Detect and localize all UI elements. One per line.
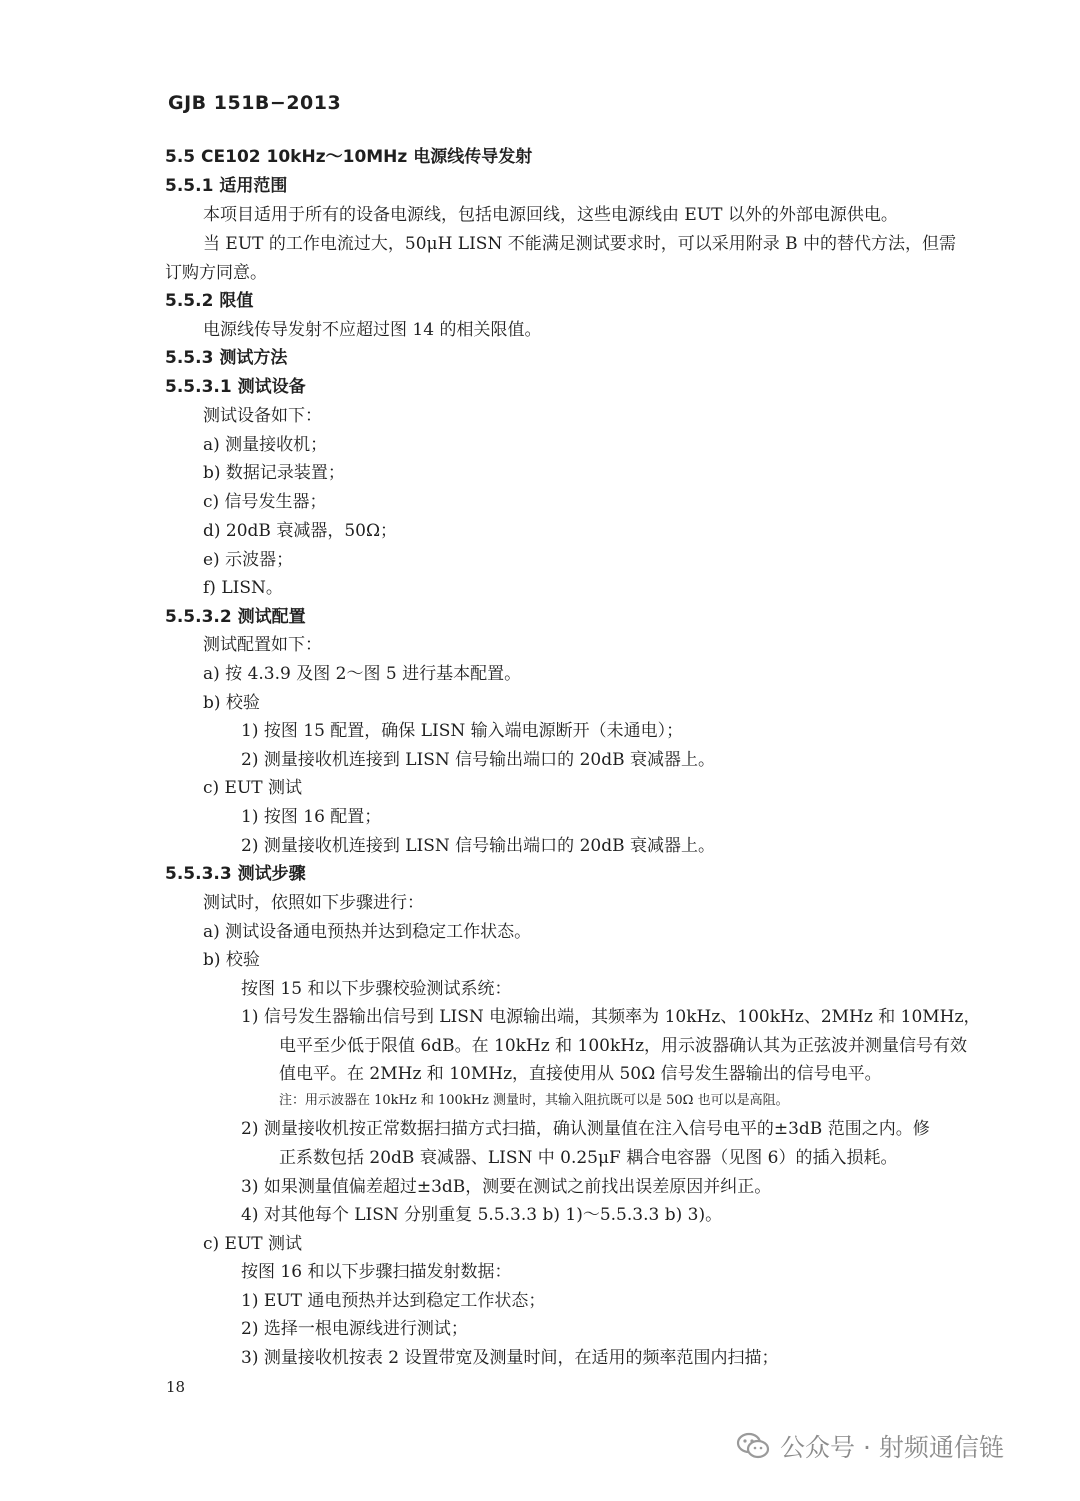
- section-heading: 5.5.3.1 测试设备: [165, 377, 306, 397]
- section-heading: 5.5.3.2 测试配置: [165, 607, 306, 627]
- page-number: 18: [166, 1378, 186, 1396]
- text-line: 2) 测量接收机连接到 LISN 信号输出端口的 20dB 衰减器上。: [241, 836, 715, 856]
- text-line: 4) 对其他每个 LISN 分别重复 5.5.3.3 b) 1)～5.5.3.3 b) 3)。: [241, 1205, 723, 1225]
- document-header: GJB 151B−2013: [168, 92, 342, 114]
- text-line: 2) 测量接收机按正常数据扫描方式扫描，确认测量值在注入信号电平的±3dB 范围之内。修: [241, 1119, 930, 1139]
- text-line: b) 校验: [203, 693, 260, 713]
- text-line: 电平至少低于限值 6dB。在 10kHz 和 100kHz，用示波器确认其为正弦波并测量信号有效: [279, 1036, 968, 1056]
- wechat-icon: [736, 1431, 770, 1461]
- text-line: 2) 测量接收机连接到 LISN 信号输出端口的 20dB 衰减器上。: [241, 750, 715, 770]
- text-line: 本项目适用于所有的设备电源线，包括电源回线，这些电源线由 EUT 以外的外部电源供电。: [203, 205, 898, 225]
- text-line: a) 测试设备通电预热并达到稳定工作状态。: [203, 922, 532, 942]
- text-line: c) EUT 测试: [203, 778, 303, 798]
- section-heading: 5.5.2 限值: [165, 291, 254, 311]
- text-line: 值电平。在 2MHz 和 10MHz，直接使用从 50Ω 信号发生器输出的信号电平。: [279, 1064, 882, 1084]
- text-line: b) 校验: [203, 950, 260, 970]
- section-heading: 5.5.3.3 测试步骤: [165, 864, 306, 884]
- text-line: c) 信号发生器；: [203, 492, 327, 512]
- note-line: 注：用示波器在 10kHz 和 100kHz 测量时，其输入阻抗既可以是 50Ω 也可以是高阻。: [279, 1093, 789, 1108]
- text-line: 1) 按图 15 配置，确保 LISN 输入端电源断开（未通电）；: [241, 721, 684, 741]
- watermark-text: 公众号 · 射频通信链: [780, 1433, 1004, 1462]
- text-line: 当 EUT 的工作电流过大，50μH LISN 不能满足测试要求时，可以采用附录 B 中的替代方法，但需: [203, 234, 957, 254]
- text-line: 1) 按图 16 配置；: [241, 807, 382, 827]
- text-line: c) EUT 测试: [203, 1234, 303, 1254]
- text-line: 测试配置如下：: [203, 635, 322, 655]
- text-line: 电源线传导发射不应超过图 14 的相关限值。: [203, 320, 542, 340]
- text-line: 正系数包括 20dB 衰减器、LISN 中 0.25μF 耦合电容器（见图 6）的插入损耗。: [279, 1148, 898, 1168]
- text-line: a) 测量接收机；: [203, 435, 328, 455]
- section-heading: 5.5.3 测试方法: [165, 348, 288, 368]
- text-line: 测试设备如下：: [203, 406, 322, 426]
- section-heading: 5.5 CE102 10kHz～10MHz 电源线传导发射: [165, 147, 533, 167]
- text-line: 2) 选择一根电源线进行测试；: [241, 1319, 468, 1339]
- section-heading: 5.5.1 适用范围: [165, 176, 288, 196]
- text-line: 3) 如果测量值偏差超过±3dB，测要在测试之前找出误差原因并纠正。: [241, 1177, 772, 1197]
- text-line: 1) 信号发生器输出信号到 LISN 电源输出端，其频率为 10kHz、100kHz、2MHz 和 10MHz，: [241, 1007, 981, 1027]
- text-line: 测试时，依照如下步骤进行：: [203, 893, 424, 913]
- watermark: [736, 1428, 1004, 1464]
- text-line: f) LISN。: [203, 578, 283, 598]
- text-line: d) 20dB 衰减器，50Ω；: [203, 521, 398, 541]
- text-line: 1) EUT 通电预热并达到稳定工作状态；: [241, 1291, 546, 1311]
- text-line: 按图 16 和以下步骤扫描发射数据：: [241, 1262, 512, 1282]
- text-line: a) 按 4.3.9 及图 2～图 5 进行基本配置。: [203, 664, 522, 684]
- text-line: 按图 15 和以下步骤校验测试系统：: [241, 979, 512, 999]
- text-line: e) 示波器；: [203, 550, 294, 570]
- text-line: 订购方同意。: [165, 263, 267, 283]
- text-line: b) 数据记录装置；: [203, 463, 345, 483]
- text-line: 3) 测量接收机按表 2 设置带宽及测量时间，在适用的频率范围内扫描；: [241, 1348, 779, 1368]
